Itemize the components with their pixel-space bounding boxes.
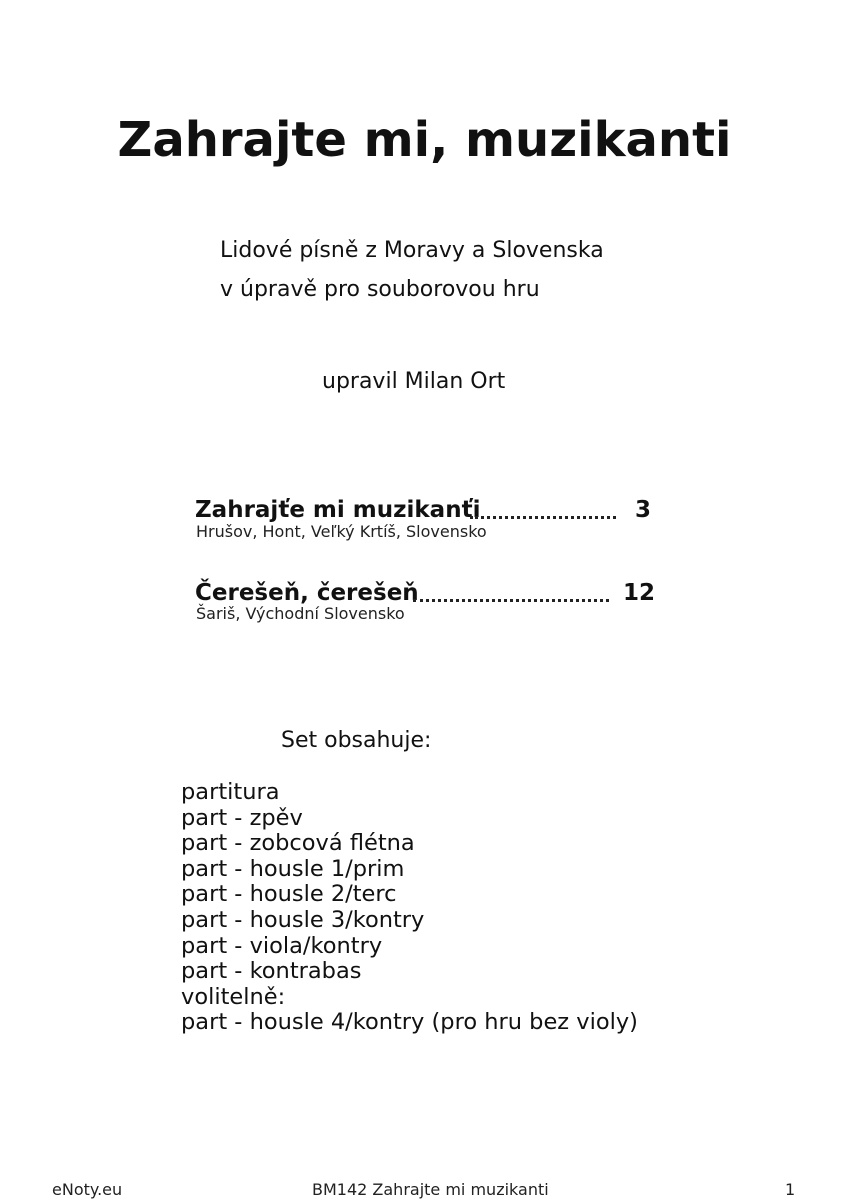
list-item: part - housle 2/terc xyxy=(181,881,397,908)
set-contents-list xyxy=(181,780,638,1036)
toc-entry-1 xyxy=(195,493,655,523)
toc-entry-page: 3 xyxy=(634,497,651,523)
subtitle-line-2: v úpravě pro souborovou hru xyxy=(220,277,540,302)
list-item: part - zobcová flétna xyxy=(181,830,415,857)
list-item: partitura xyxy=(181,779,280,805)
footer-publisher: eNoty.eu xyxy=(52,1180,123,1199)
toc-entry-origin: Šariš, Východní Slovensko xyxy=(196,604,405,623)
footer-catalog-title: BM142 Zahrajte mi muzikanti xyxy=(312,1180,549,1199)
set-contents-heading: Set obsahuje: xyxy=(281,728,432,753)
list-item: part - housle 3/kontry xyxy=(181,906,425,933)
toc-leader-dots xyxy=(470,516,616,519)
list-item: part - viola/kontry xyxy=(181,932,383,959)
list-item: part - housle 4/kontry (pro hru bez violy) xyxy=(181,1009,638,1036)
toc-entry-page: 12 xyxy=(622,580,655,606)
list-item: part - zpěv xyxy=(181,804,303,831)
list-item: part - kontrabas xyxy=(181,958,362,985)
footer-page-number: 1 xyxy=(785,1180,796,1199)
subtitle-line-1: Lidové písně z Moravy a Slovenska xyxy=(220,238,604,263)
toc-entry-title: Zahrajťe mi muzikanťi xyxy=(195,497,481,523)
toc-entry-origin: Hrušov, Hont, Veľký Krtíš, Slovensko xyxy=(196,522,487,541)
page-title: Zahrajte mi, muzikanti xyxy=(117,112,732,168)
list-item: part - housle 1/prim xyxy=(181,855,405,882)
arranger-credit: upravil Milan Ort xyxy=(322,369,506,394)
toc-entry-2 xyxy=(195,576,655,606)
toc-leader-dots xyxy=(413,599,609,602)
list-item: volitelně: xyxy=(181,983,286,1010)
toc-entry-title: Čerešeň, čerešeň xyxy=(195,580,419,606)
